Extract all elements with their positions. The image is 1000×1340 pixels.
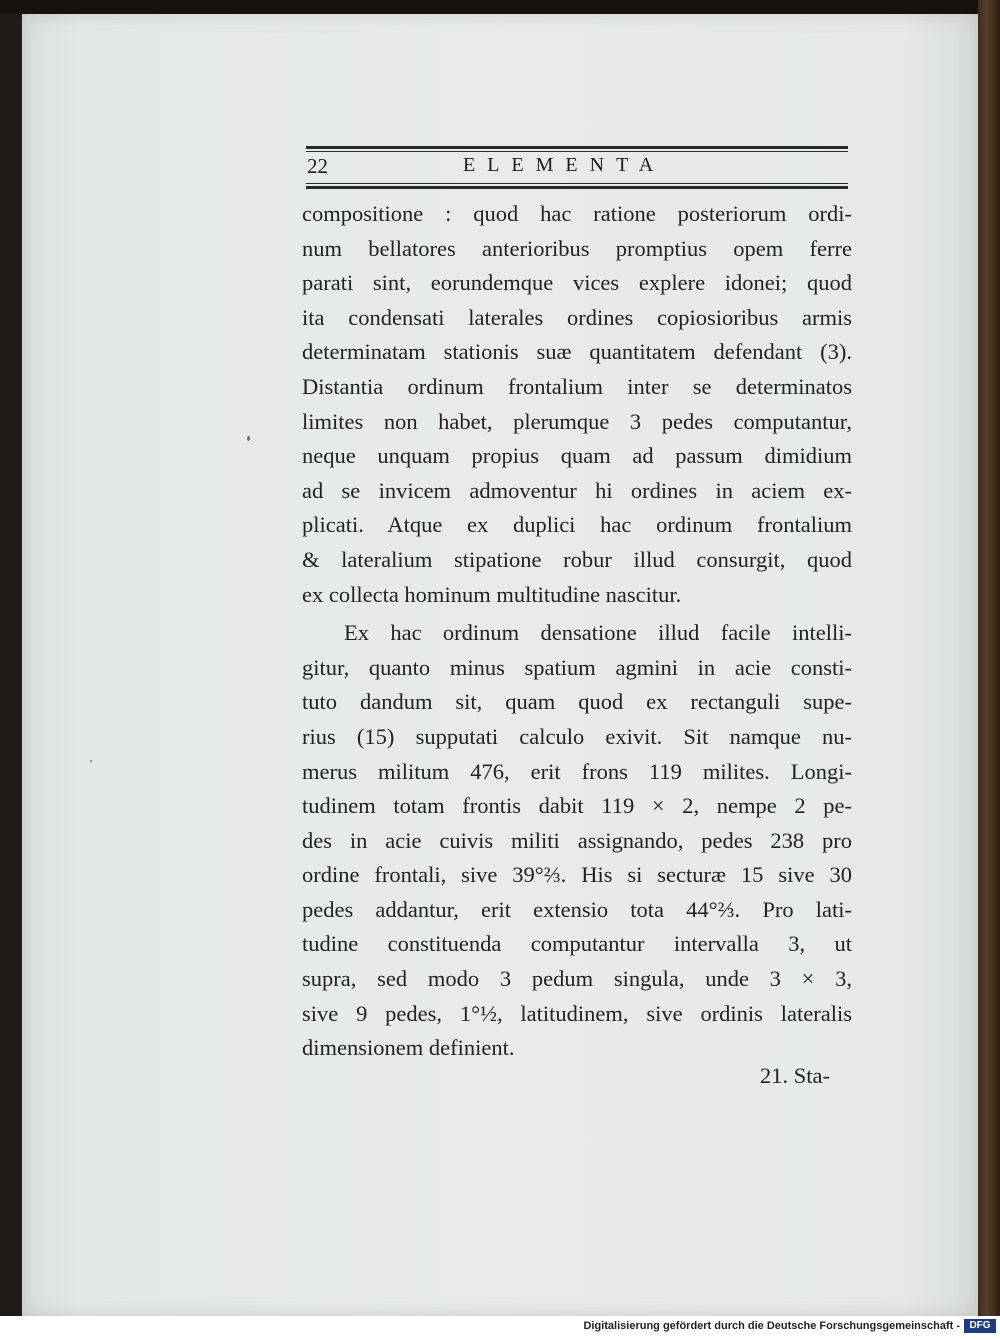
text-line: des in acie cuivis militi assignando, pedes 238 pro [302, 827, 852, 853]
paragraph-start-line: Ex hac ordinum densatione illud facile intelli- [344, 620, 852, 646]
body-text [302, 197, 852, 1066]
text-line: sive 9 pedes, 1°½, latitudinem, sive ordinis lateralis [302, 1000, 852, 1026]
text-line: & lateralium stipatione robur illud consurgit, quod [302, 546, 852, 572]
dfg-logo: DFG [964, 1319, 996, 1333]
scan-top-edge [0, 0, 1000, 14]
paragraph-end-line: dimensionem definient. [302, 1035, 515, 1061]
text-line: pedes addantur, erit extensio tota 44°⅔. Pro lati- [302, 896, 852, 922]
digitization-credit: Digitalisierung gefördert durch die Deutsche Forschungsgemeinschaft - [583, 1320, 960, 1332]
text-line: limites non habet, plerumque 3 pedes computantur, [302, 408, 852, 434]
text-line: compositione : quod hac ratione posteriorum ordi- [302, 201, 852, 226]
paper-speck [90, 760, 92, 762]
text-line: merus militum 476, erit frons 119 milites. Longi- [302, 758, 852, 784]
text-line: tudinem totam frontis dabit 119 × 2, nempe 2 pe- [302, 793, 852, 819]
running-head [463, 154, 665, 177]
paragraph-end-line: ex collecta hominum multitudine nascitur. [302, 581, 682, 607]
book-binding-edge [978, 0, 1000, 1320]
running-head-text: ELEMENTA [463, 154, 666, 176]
text-line: parati sint, eorundemque vices explere idonei; quod [302, 270, 852, 296]
text-line: neque unquam propius quam ad passum dimidium [302, 443, 852, 469]
paper-speck [247, 436, 250, 441]
text-line: ad se invicem admoventur hi ordines in aciem ex- [302, 477, 852, 503]
text-line: tudine constituenda computantur intervalla 3, ut [302, 931, 852, 957]
text-line: rius (15) supputati calculo exivit. Sit namque nu- [302, 723, 852, 749]
text-line: Distantia ordinum frontalium inter se determinatos [302, 373, 852, 399]
text-line: gitur, quanto minus spatium agmini in acie consti- [302, 654, 852, 680]
text-line: ordine frontali, sive 39°⅔. His si secturæ 15 sive 30 [302, 862, 852, 888]
text-line: ita condensati laterales ordines copiosioribus armis [302, 304, 852, 330]
text-line: tuto dandum sit, quam quod ex rectanguli supe- [302, 689, 852, 715]
text-line: plicati. Atque ex duplici hac ordinum frontalium [302, 512, 852, 538]
text-line: supra, sed modo 3 pedum singula, unde 3 × 3, [302, 966, 852, 992]
header-rule-top [306, 146, 848, 152]
catchword: 21. Sta- [760, 1063, 830, 1088]
text-line: num bellatores anterioribus promptius opem ferre [302, 235, 852, 261]
header-rule-bottom [306, 183, 848, 189]
page-number: 22 [307, 154, 328, 178]
text-line: determinatam stationis suæ quantitatem defendant (3). [302, 339, 852, 365]
